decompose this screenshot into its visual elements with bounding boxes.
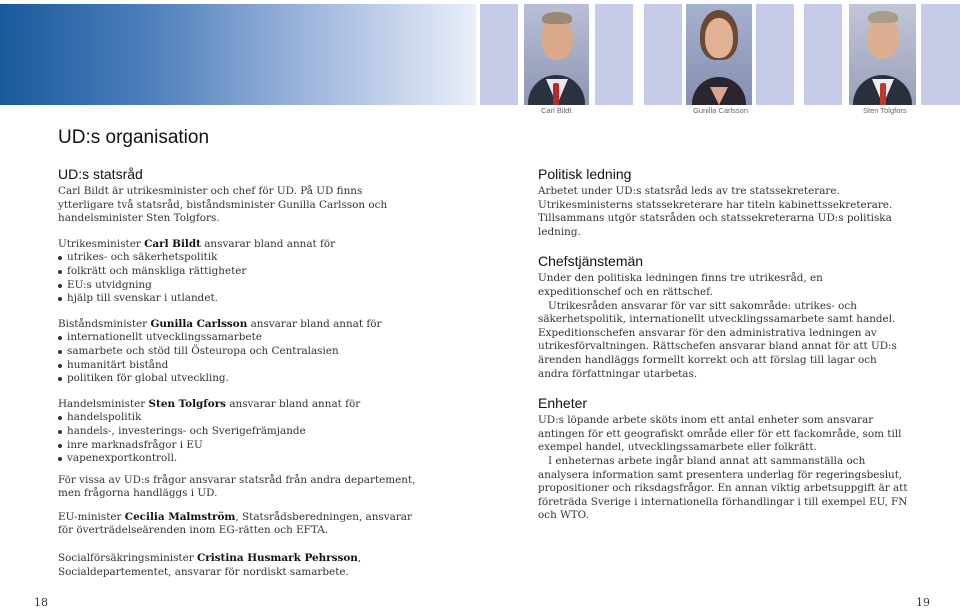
paragraph: UD:s löpande arbete sköts inom ett antal enheter som ansvarar antingen för ett geografiskt område eller för ett fackområde, som till exempel handel, utvecklingssamarbete eller folkrätt. bbox=[538, 414, 902, 454]
portrait-sten-tolgfors bbox=[849, 4, 916, 105]
list-item: folkrätt och mänskliga rättigheter bbox=[58, 265, 418, 279]
list-item: handels-, investerings- och Sverigefrämjande bbox=[58, 425, 418, 439]
minister-name: Cristina Husmark Pehrsson bbox=[197, 552, 358, 565]
tolgfors-responsibilities: Handelsminister Sten Tolgfors ansvarar bland annat för handelspolitik handels-, investerings- och Sverigefrämjande inre marknadsfrågor i EU vapenexportkontroll. bbox=[58, 398, 418, 466]
minister-name: Gunilla Carlsson bbox=[150, 317, 248, 330]
pehrsson-paragraph: Socialförsäkringsminister Cristina Husmark Pehrsson, Socialdepartementet, ansvarar för nordiskt samarbete. bbox=[58, 552, 362, 578]
list-item: vapenexportkontroll. bbox=[58, 452, 418, 466]
list-item: hjälp till svenskar i utlandet. bbox=[58, 292, 418, 306]
portrait-strip bbox=[480, 4, 960, 105]
photo-tile bbox=[644, 4, 682, 105]
page-number-right: 19 bbox=[916, 596, 930, 609]
list-item: politiken för global utveckling. bbox=[58, 372, 418, 386]
portrait-gunilla-carlsson bbox=[686, 4, 752, 105]
minister-name: Cecilia Malmström bbox=[124, 510, 236, 523]
photo-tile bbox=[804, 4, 842, 105]
list-item: samarbete och stöd till Östeuropa och Centralasien bbox=[58, 345, 418, 359]
photo-tile bbox=[595, 4, 633, 105]
header-gradient-band bbox=[0, 4, 476, 105]
minister-name: Carl Bildt bbox=[144, 237, 201, 250]
paragraph: Utrikesråden ansvarar för var sitt sakområde: utrikes- och säkerhetspolitik, internationellt utvecklingssamarbete samt handel. Expeditionschefen ansvarar för den administrativa ledningen av utrikesförvaltningen. Rättschefen ansvarar bland annat för att UD:s ärenden handläggs formellt korrekt och att förslag till lagar och andra författningar utarbetas. bbox=[538, 299, 897, 380]
photo-tile bbox=[480, 4, 518, 105]
list-item: internationellt utvecklingssamarbete bbox=[58, 331, 418, 345]
photo-caption: Gunilla Carlsson bbox=[693, 106, 749, 115]
list-item: EU:s utvidgning bbox=[58, 279, 418, 293]
paragraph: Under den politiska ledningen finns tre utrikesråd, en expeditionschef och en rättschef. bbox=[538, 272, 823, 298]
photo-caption: Carl Bildt bbox=[541, 106, 572, 115]
left-column bbox=[58, 166, 418, 589]
paragraph: Arbetet under UD:s statsråd leds av tre statssekreterare. Utrikesministerns statssekreterare har titeln kabinettssekreterare. Tillsammans utgör statsråden och statssekreterarna UD:s politiska ledning. bbox=[538, 185, 893, 238]
section-heading: Enheter bbox=[538, 395, 588, 412]
photo-caption: Sten Tolgfors bbox=[863, 106, 907, 115]
list-item: utrikes- och säkerhetspolitik bbox=[58, 251, 418, 265]
bildt-responsibilities: Utrikesminister Carl Bildt ansvarar bland annat för utrikes- och säkerhetspolitik folkrätt och mänskliga rättigheter EU:s utvidgning hjälp till svenskar i utlandet. bbox=[58, 238, 418, 306]
list-item: handelspolitik bbox=[58, 411, 418, 425]
page-title: UD:s organisation bbox=[58, 127, 210, 148]
list-item: humanitärt bistånd bbox=[58, 359, 418, 373]
paragraph: I enheternas arbete ingår bland annat att sammanställa och analysera information samt presentera underlag för regeringsbeslut, propositioner och riksdagsfrågor. En annan viktig arbetsuppgift är att företräda Sverige i internationella förhandlingar i till exempel EU, FN och WTO. bbox=[538, 454, 908, 522]
page-number-left: 18 bbox=[34, 596, 48, 609]
others-paragraph: För vissa av UD:s frågor ansvarar statsråd från andra departement, men frågorna handläggs i UD. bbox=[58, 473, 416, 500]
photo-tile bbox=[921, 4, 960, 105]
list-item: inre marknadsfrågor i EU bbox=[58, 439, 418, 453]
section-heading: Chefstjänstemän bbox=[538, 253, 644, 270]
right-column bbox=[538, 166, 908, 533]
intro-paragraph: Carl Bildt är utrikesminister och chef för UD. På UD finns ytterligare två statsråd, biståndsminister Gunilla Carlsson och handelsminister Sten Tolgfors. bbox=[58, 185, 388, 225]
section-heading: Politisk ledning bbox=[538, 166, 632, 182]
minister-name: Sten Tolgfors bbox=[148, 397, 227, 410]
malmstrom-paragraph: EU-minister Cecilia Malmström, Statsrådsberedningen, ansvarar för överträdelseärenden inom EG-rätten och EFTA. bbox=[58, 510, 412, 537]
portrait-carl-bildt bbox=[524, 4, 589, 105]
carlsson-responsibilities: Biståndsminister Gunilla Carlsson ansvarar bland annat för internationellt utvecklingssamarbete samarbete och stöd till Östeuropa och Centralasien humanitärt bistånd politiken för global utveckling. bbox=[58, 318, 418, 386]
section-heading-statsrad: UD:s statsråd bbox=[58, 166, 143, 182]
photo-tile bbox=[756, 4, 794, 105]
